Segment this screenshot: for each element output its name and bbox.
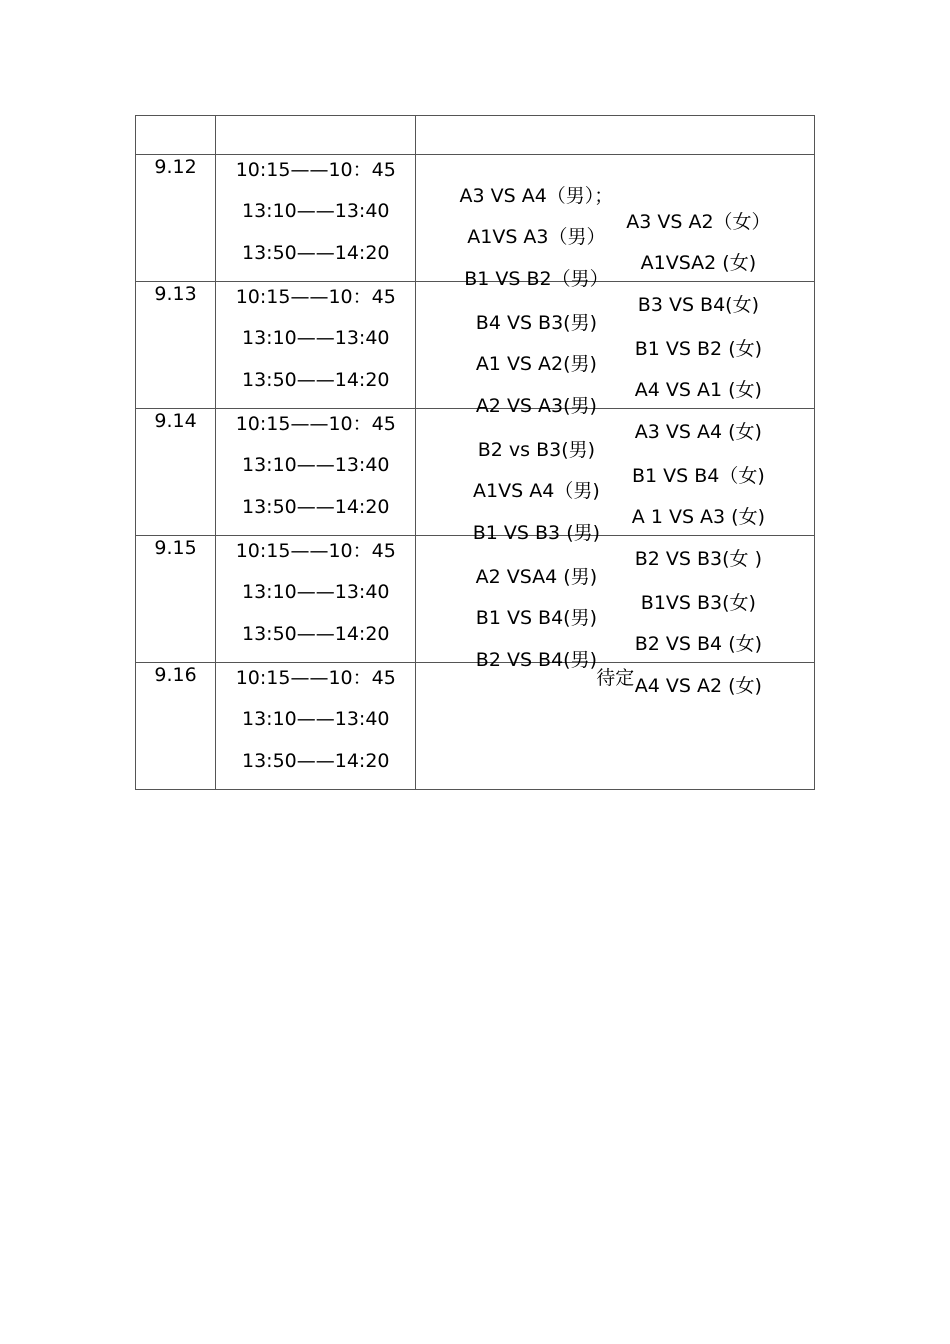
- date-label: 9.12: [154, 156, 197, 178]
- date-label: 9.13: [154, 282, 197, 305]
- men-match: A3 VS A4（男）；: [459, 185, 614, 207]
- date-cell: [136, 408, 216, 535]
- men-match: B1 VS B4(男): [475, 607, 597, 630]
- time-slot: 13:10——13:40: [241, 581, 390, 604]
- men-match: A1VS A3（男）: [467, 226, 606, 249]
- match-schedule-table: [135, 115, 815, 790]
- time-slot: 10:15——10：45: [235, 285, 396, 308]
- time-slot: 13:10——13:40: [241, 454, 390, 477]
- match-line: [416, 494, 814, 570]
- match-line: [416, 284, 814, 360]
- date-label: 9.16: [154, 663, 197, 686]
- header-row: [136, 116, 815, 155]
- match-line: [416, 452, 814, 529]
- match-line: [416, 325, 814, 402]
- time-slot: 13:50——14:20: [241, 622, 390, 645]
- header-time-cell: [216, 116, 416, 155]
- men-match: B2 vs B3(男): [477, 438, 596, 461]
- women-match: A4 VS A1 (女): [634, 379, 762, 402]
- men-match: B1 VS B2（男）: [464, 267, 609, 290]
- women-match: A 1 VS A3 (女): [631, 506, 765, 529]
- time-cell: [216, 155, 416, 282]
- match-line: [416, 411, 814, 487]
- match-cell: [416, 155, 815, 316]
- match-cell: [416, 408, 815, 570]
- time-cell: [216, 662, 416, 789]
- women-match: A4 VS A2 (女): [634, 674, 762, 697]
- time-slot: 10:15——10：45: [235, 666, 396, 689]
- time-slot: 10:15——10：45: [235, 412, 396, 435]
- date-cell: [136, 281, 216, 408]
- women-match: A3 VS A2（女）: [626, 211, 771, 233]
- time-cell: [216, 535, 416, 662]
- header-date-cell: [136, 116, 216, 155]
- time-slot: 10:15——10：45: [235, 159, 396, 181]
- women-match: B2 VS B4 (女): [634, 633, 763, 656]
- women-match: A1VSA2 (女): [640, 252, 757, 275]
- time-cell: [216, 408, 416, 535]
- time-slot: 13:50——14:20: [241, 495, 390, 518]
- time-slot: 13:50——14:20: [241, 749, 390, 772]
- time-slot: 13:50——14:20: [241, 368, 390, 391]
- match-line: [416, 538, 814, 614]
- time-slot: 10:15——10：45: [235, 539, 396, 562]
- men-match: B4 VS B3(男): [475, 311, 597, 334]
- men-match: A2 VSA4 (男): [475, 565, 598, 588]
- day-row: [136, 535, 815, 662]
- men-match: A1 VS A2(男): [475, 353, 597, 376]
- match-line: [416, 579, 814, 656]
- women-match: A3 VS A4 (女): [634, 420, 762, 443]
- women-match: B3 VS B4(女): [637, 293, 759, 316]
- time-slot: 13:50——14:20: [241, 241, 390, 264]
- women-match: B2 VS B3(女 ): [634, 547, 763, 570]
- date-cell: [136, 535, 216, 662]
- time-slot: 13:10——13:40: [241, 327, 390, 350]
- match-line: [416, 240, 814, 316]
- women-match: B1 VS B4（女): [631, 464, 765, 487]
- date-cell: [136, 155, 216, 282]
- date-label: 9.14: [154, 409, 197, 432]
- men-match: A1VS A4（男): [473, 480, 600, 503]
- date-label: 9.15: [154, 536, 197, 559]
- time-cell: [216, 281, 416, 408]
- men-match: B2 VS B4(男): [475, 648, 597, 671]
- match-line: [416, 198, 814, 275]
- men-match: A2 VS A3(男): [475, 394, 597, 417]
- day-row: [136, 281, 815, 408]
- time-slot: 13:10——13:40: [241, 708, 390, 731]
- women-match: B1 VS B2 (女): [634, 337, 763, 360]
- women-match: B1VS B3(女): [640, 591, 756, 614]
- match-line: [416, 367, 814, 443]
- men-match: B1 VS B3 (男): [472, 521, 601, 544]
- match-line: [416, 157, 814, 233]
- pending-label: 待定: [596, 666, 635, 689]
- time-slot: 13:10——13:40: [241, 200, 390, 223]
- match-cell: [416, 281, 815, 443]
- day-row: [136, 155, 815, 282]
- date-cell: [136, 662, 216, 789]
- header-match-cell: [416, 116, 815, 155]
- day-row: [136, 408, 815, 535]
